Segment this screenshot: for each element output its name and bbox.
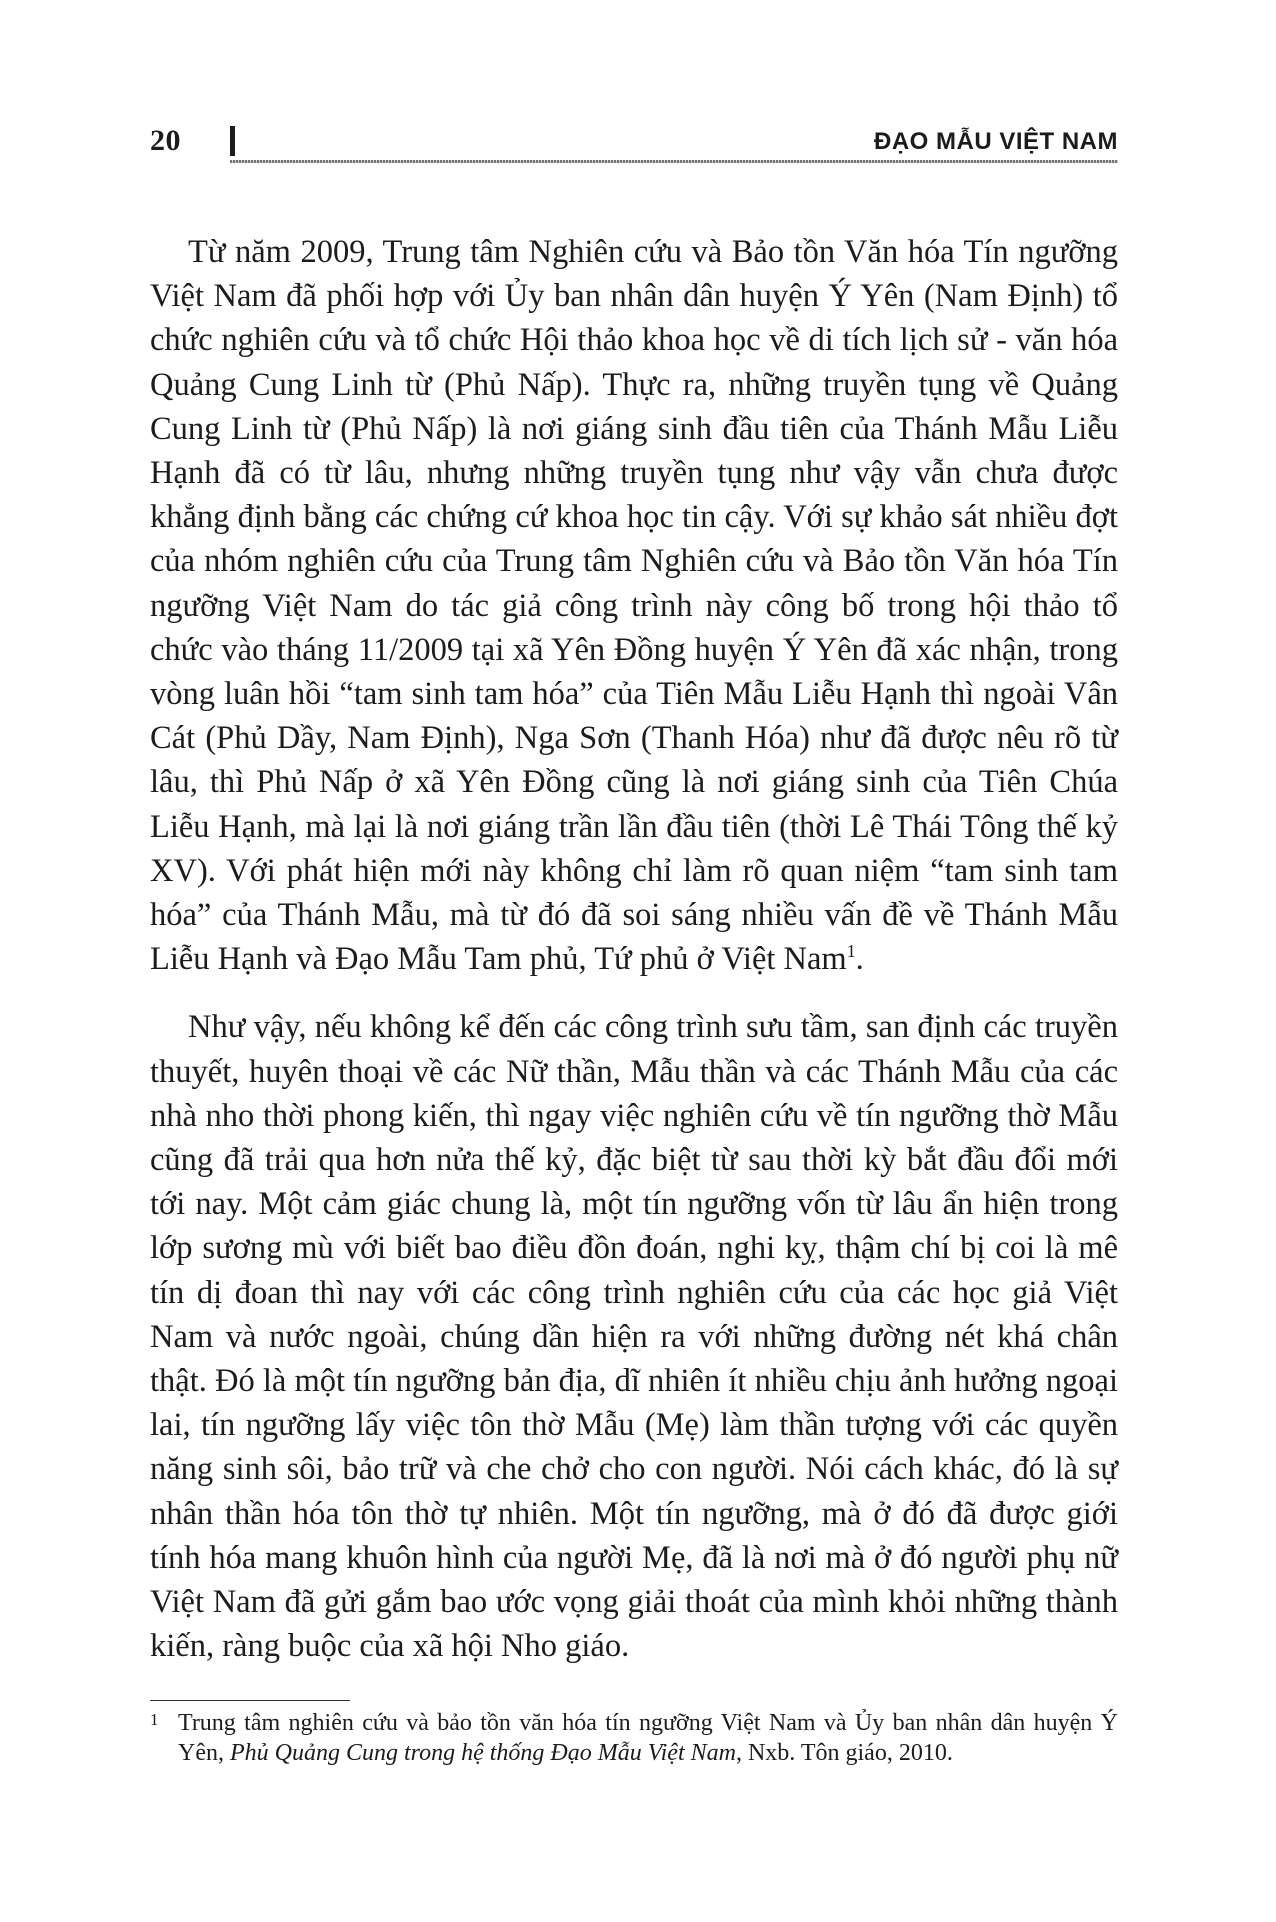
footnote-text	[178, 1708, 1118, 1768]
footnote-reference[interactable]: 1	[846, 941, 856, 962]
running-title: ĐẠO MẪU VIỆT NAM	[874, 128, 1118, 155]
main-text	[150, 230, 1118, 1669]
page-number: 20	[150, 124, 181, 157]
paragraph-1	[150, 230, 1118, 981]
footnote-text-start: Trung tâm nghiên cứu và bảo tồn văn hóa tín ngưỡng Việt Nam và Ủy ban nhân dân huyện Ý Yên,	[178, 1710, 1118, 1766]
footnote-text-end: , Nxb. Tôn giáo, 2010.	[735, 1740, 953, 1766]
paragraph-1-end: .	[855, 941, 864, 978]
footnote-mark: 1	[150, 1710, 159, 1729]
footnote-rule	[150, 1700, 350, 1701]
footnote-book-title: Phủ Quảng Cung trong hệ thống Đạo Mẫu Việt Nam	[229, 1740, 736, 1766]
paragraph-1-text: Từ năm 2009, Trung tâm Nghiên cứu và Bảo tồn Văn hóa Tín ngưỡng Việt Nam đã phối hợp với Ủy ban nhân dân huyện Ý Yên (Nam Định) tổ chức nghiên cứu và tổ chức Hội thảo khoa học về di tích lịch sử - văn hóa Quảng Cung Linh từ (Phủ Nấp). Thực ra, những truyền tụng về Quảng Cung Linh từ (Phủ Nấp) là nơi giáng sinh đầu tiên của Thánh Mẫu Liễu Hạnh đã có từ lâu, nhưng những truyền tụng như vậy vẫn chưa được khẳng định bằng các chứng cứ khoa học tin cậy. Với sự khảo sát nhiều đợt của nhóm nghiên cứu của Trung tâm Nghiên cứu và Bảo tồn Văn hóa Tín ngưỡng Việt Nam do tác giả công trình này công bố trong hội thảo tổ chức vào tháng 11/2009 tại xã Yên Đồng huyện Ý Yên đã xác nhận, trong vòng luân hồi “tam sinh tam hóa” của Tiên Mẫu Liễu Hạnh thì ngoài Vân Cát (Phủ Dầy, Nam Định), Nga Sơn (Thanh Hóa) như đã được nêu rõ từ lâu, thì Phủ Nấp ở xã Yên Đồng cũng là nơi giáng sinh của Tiên Chúa Liễu Hạnh, mà lại là nơi giáng trần lần đầu tiên (thời Lê Thái Tông thế kỷ XV). Với phát hiện mới này không chỉ làm rõ quan niệm “tam sinh tam hóa” của Thánh Mẫu, mà từ đó đã soi sáng nhiều vấn đề về Thánh Mẫu Liễu Hạnh và Đạo Mẫu Tam phủ, Tứ phủ ở Việt Nam	[150, 234, 1118, 978]
paragraph-2: Như vậy, nếu không kể đến các công trình sưu tầm, san định các truyền thuyết, huyên thoại về các Nữ thần, Mẫu thần và các Thánh Mẫu của các nhà nho thời phong kiến, thì ngay việc nghiên cứu về tín ngưỡng thờ Mẫu cũng đã trải qua hơn nửa thế kỷ, đặc biệt từ sau thời kỳ bắt đầu đổi mới tới nay. Một cảm giác chung là, một tín ngưỡng vốn từ lâu ẩn hiện trong lớp sương mù với biết bao điều đồn đoán, nghi kỵ, thậm chí bị coi là mê tín dị đoan thì nay với các công trình nghiên cứu của các học giả Việt Nam và nước ngoài, chúng dần hiện ra với những đường nét khá chân thật. Đó là một tín ngưỡng bản địa, dĩ nhiên ít nhiều chịu ảnh hưởng ngoại lai, tín ngưỡng lấy việc tôn thờ Mẫu (Mẹ) làm thần tượng với các quyền năng sinh sôi, bảo trữ và che chở cho con người. Nói cách khác, đó là sự nhân thần hóa tôn thờ tự nhiên. Một tín ngưỡng, mà ở đó đã được giới tính hóa mang khuôn hình của người Mẹ, đã là nơi mà ở đó người phụ nữ Việt Nam đã gửi gắm bao ước vọng giải thoát của mình khỏi những thành kiến, ràng buộc của xã hội Nho giáo.	[150, 1009, 1118, 1665]
page-header	[150, 120, 1118, 160]
header-rule	[230, 160, 1118, 163]
header-separator-bar	[230, 126, 235, 156]
footnote	[150, 1708, 1118, 1768]
